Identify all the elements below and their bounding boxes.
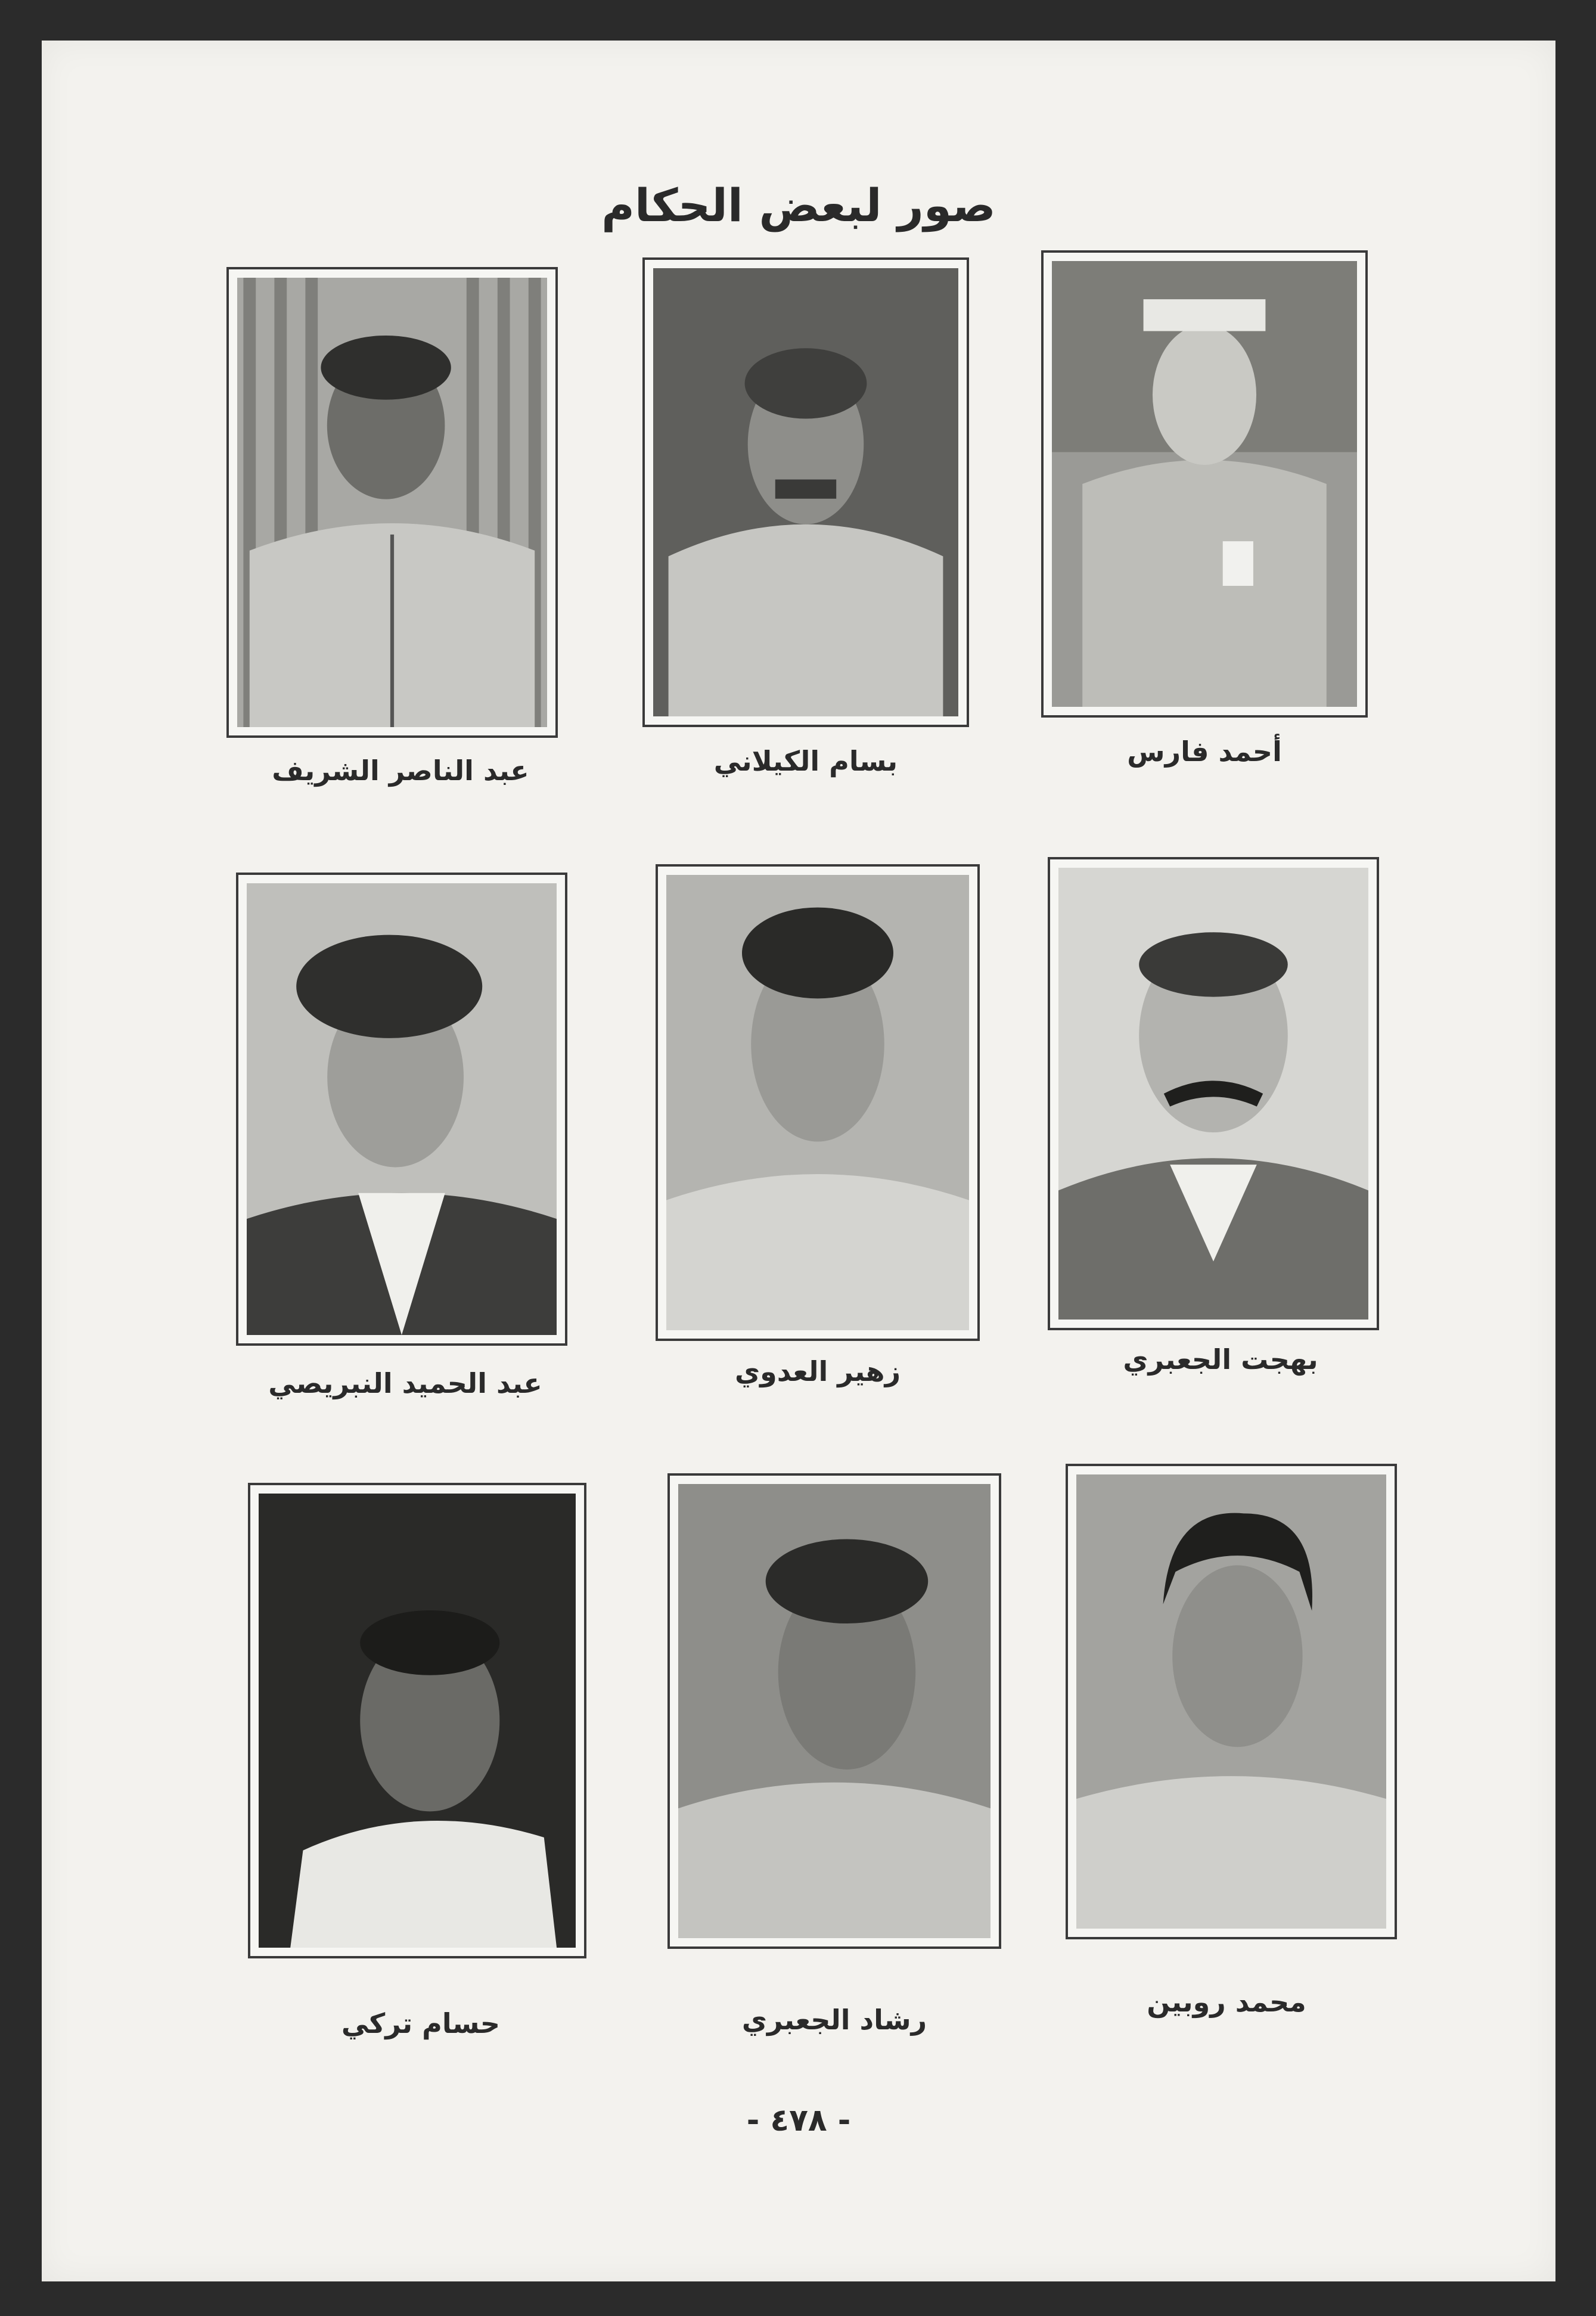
- document-page: [42, 41, 1555, 2281]
- portrait-photo: [236, 873, 567, 1346]
- portrait-photo: [642, 257, 969, 727]
- portrait-image: [237, 278, 547, 727]
- portrait-caption: رشاد الجعبري: [741, 2004, 927, 2036]
- portrait-photo: [1048, 857, 1379, 1330]
- portrait-caption: محمد روبين: [1147, 1986, 1306, 2018]
- portrait-caption: أحمد فارس: [1127, 735, 1282, 768]
- portrait-photo: [656, 864, 980, 1341]
- portrait-caption: بسام الكيلاني: [713, 745, 898, 777]
- portrait-image: [653, 268, 958, 716]
- portrait-image: [1052, 261, 1357, 707]
- portrait-photo: [1041, 250, 1368, 718]
- page-number: - ٤٧٨ -: [746, 2103, 851, 2138]
- portrait-image: [259, 1494, 576, 1948]
- portrait-caption: عبد الناصر الشريف: [272, 755, 529, 787]
- portrait-image: [678, 1484, 990, 1938]
- page-title: صور لبعض الحكام: [601, 179, 996, 232]
- portrait-image: [1058, 868, 1368, 1320]
- portrait-caption: بهجت الجعبري: [1123, 1343, 1318, 1376]
- portrait-caption: حسام تركي: [341, 2007, 501, 2039]
- portrait-caption: عبد الحميد النبريصي: [268, 1367, 542, 1399]
- portrait-photo: [226, 267, 558, 738]
- portrait-photo: [1066, 1464, 1397, 1939]
- portrait-photo: [248, 1483, 586, 1958]
- portrait-caption: زهير العدوي: [734, 1355, 901, 1387]
- portrait-photo: [667, 1473, 1001, 1949]
- portrait-image: [247, 883, 557, 1335]
- portrait-image: [1076, 1474, 1386, 1929]
- portrait-image: [666, 875, 969, 1330]
